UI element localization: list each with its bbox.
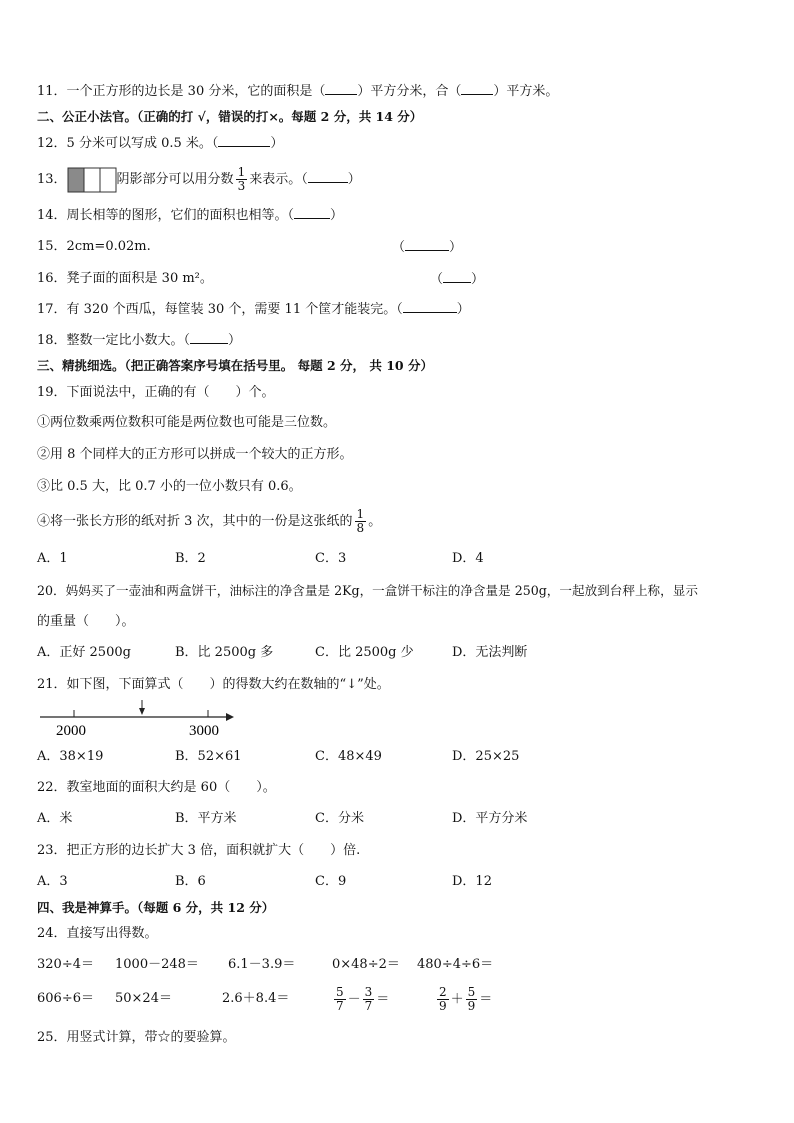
q16-paren-close: ） (471, 272, 485, 287)
number-line-arrowhead (226, 713, 234, 721)
q13-end: ） (347, 172, 361, 187)
q15-answer-parens (392, 238, 462, 257)
q11-text-c: ）平方米。 (493, 84, 559, 99)
question-17 (37, 300, 470, 319)
q17-end: ） (456, 302, 470, 317)
q24-f1-op: － (347, 992, 361, 1007)
question-24-stem: 24．直接写出得数。 (37, 926, 158, 941)
q20-option-b[interactable]: B．比 2500g 多 (175, 645, 274, 660)
q24-f2-frac-b (466, 986, 478, 1013)
q15-paren-close: ） (449, 240, 463, 255)
axis-label-2000: 2000 (56, 723, 86, 739)
q22-option-c[interactable]: C．分米 (315, 811, 364, 826)
q13-after: 来表示。（ (249, 172, 308, 187)
section-2-heading: 二、公正小法官。（正确的打 √，错误的打×。每题 2 分，共 14 分） (37, 109, 423, 124)
q22-option-a[interactable]: A．米 (37, 811, 73, 826)
question-19-stem: 19．下面说法中，正确的有（ ）个。 (37, 385, 275, 400)
q18-end: ） (228, 333, 242, 348)
q23-option-a[interactable]: A．3 (37, 874, 68, 889)
q19-s4-frac-den: 8 (356, 521, 365, 535)
q17-text: 17．有 320 个西瓜，每筐装 30 个，需要 11 个筐才能装完。（ (37, 302, 403, 317)
question-11 (37, 82, 558, 101)
q24-f1-eq: ＝ (376, 992, 390, 1007)
q24-f2-eq: ＝ (479, 992, 493, 1007)
q11-blank-2[interactable] (461, 82, 493, 95)
q16-blank[interactable] (443, 270, 471, 283)
q23-option-c[interactable]: C．9 (315, 874, 347, 889)
q24-f2-frac-a (437, 986, 449, 1013)
q19-s4-text: ④将一张长方形的纸对折 3 次，其中的一份是这张纸的 (37, 514, 353, 529)
q18-text: 18．整数一定比小数大。（ (37, 333, 191, 348)
section-4-heading: 四、我是神算手。（每题 6 分，共 12 分） (37, 900, 275, 915)
q24-f2-op: ＋ (450, 992, 464, 1007)
q20-option-c[interactable]: C．比 2500g 少 (315, 645, 414, 660)
q13-frac-num: 1 (237, 165, 246, 179)
q24-f1-n2: 3 (364, 985, 373, 999)
q24-fraction-expr-2 (435, 980, 492, 1020)
q18-blank[interactable] (190, 331, 228, 344)
q24-calc-3: 6.1－3.9＝ (228, 957, 296, 972)
q17-blank[interactable] (403, 300, 457, 313)
q23-option-d[interactable]: D．12 (452, 874, 492, 889)
q24-f1-n1: 5 (336, 985, 344, 999)
q23-option-b[interactable]: B．6 (175, 874, 206, 889)
q24-fraction-expr-1 (332, 980, 389, 1020)
q24-calc-6: 606÷6＝ (37, 991, 94, 1006)
q15-blank[interactable] (405, 238, 449, 251)
q24-calc-1: 320÷4＝ (37, 957, 94, 972)
question-25: 25．用竖式计算，带☆的要验算。 (37, 1030, 236, 1045)
q16-paren-open: （ (430, 272, 444, 287)
question-15 (37, 238, 151, 256)
number-line (36, 700, 236, 740)
question-21-stem: 21．如下图，下面算式（ ）的得数大约在数轴的“↓”处。 (37, 677, 390, 692)
question-13 (37, 164, 361, 196)
q13-text: 阴影部分可以用分数 (116, 172, 234, 187)
question-12 (37, 134, 283, 153)
q21-option-c[interactable]: C．48×49 (315, 749, 382, 764)
q13-blank[interactable] (308, 170, 348, 183)
q16-answer-parens (430, 270, 484, 289)
question-23-stem: 23．把正方形的边长扩大 3 倍，面积就扩大（ ）倍. (37, 843, 361, 858)
q22-option-d[interactable]: D．平方分米 (452, 811, 528, 826)
q24-f2-n1: 2 (439, 985, 447, 999)
q24-calc-8: 2.6＋8.4＝ (222, 991, 290, 1006)
q13-num: 13． (37, 172, 67, 187)
q11-text-a: 11．一个正方形的边长是 30 分米，它的面积是（ (37, 84, 326, 99)
q22-option-b[interactable]: B．平方米 (175, 811, 237, 826)
q24-f2-d1: 9 (439, 999, 447, 1013)
axis-label-3000: 3000 (189, 723, 219, 739)
q19-option-a[interactable]: A．1 (37, 551, 68, 566)
q19-s4-frac-num: 1 (356, 507, 365, 521)
q20-option-a[interactable]: A．正好 2500g (37, 645, 131, 660)
q24-calc-2: 1000－248＝ (115, 957, 199, 972)
q19-statement-2: ②用 8 个同样大的正方形可以拼成一个较大的正方形。 (37, 447, 353, 462)
q15-text: 15．2cm=0.02m. (37, 239, 151, 254)
q12-text: 12．5 分米可以写成 0.5 米。（ (37, 136, 219, 151)
q15-paren-open: （ (392, 240, 406, 255)
q21-option-a[interactable]: A．38×19 (37, 749, 104, 764)
q21-option-b[interactable]: B．52×61 (175, 749, 242, 764)
q19-s4-fraction (355, 508, 367, 535)
q19-option-d[interactable]: D．4 (452, 551, 484, 566)
q19-option-c[interactable]: C．3 (315, 551, 347, 566)
q19-option-b[interactable]: B．2 (175, 551, 206, 566)
q20-option-d[interactable]: D．无法判断 (452, 645, 528, 660)
q12-blank[interactable] (218, 134, 270, 147)
q19-statement-1: ①两位数乘两位数积可能是两位数也可能是三位数。 (37, 415, 337, 430)
q11-blank-1[interactable] (325, 82, 357, 95)
q24-f1-frac-b (363, 986, 375, 1013)
down-arrow-head (139, 708, 145, 715)
q14-text: 14．周长相等的图形，它们的面积也相等。（ (37, 208, 295, 223)
q24-f1-d2: 7 (364, 999, 373, 1013)
section-3-heading: 三、精挑细选。（把正确答案序号填在括号里。 每题 2 分， 共 10 分） (37, 358, 433, 373)
question-20-line-2: 的重量（ ）。 (37, 614, 135, 629)
question-20-line-1: 20．妈妈买了一壶油和两盒饼干，油标注的净含量是 2Kg，一盒饼干标注的净含量是 250g，一起放到台秤上称，显示 (37, 583, 698, 598)
question-14 (37, 206, 343, 225)
shaded-rectangle-figure (67, 167, 117, 193)
q16-text: 16．凳子面的面积是 30 m²。 (37, 271, 213, 286)
q24-f2-d2: 9 (467, 999, 476, 1013)
q24-calc-4: 0×48÷2＝ (332, 957, 400, 972)
q21-option-d[interactable]: D．25×25 (452, 749, 520, 764)
q24-f1-frac-a (334, 986, 346, 1013)
q13-frac-den: 3 (237, 179, 246, 193)
q19-s4-end: 。 (368, 514, 382, 529)
q11-text-b: ）平方分米，合（ (357, 84, 462, 99)
question-16 (37, 270, 213, 288)
question-18 (37, 331, 241, 350)
q24-f1-d1: 7 (336, 999, 344, 1013)
q14-end: ） (330, 208, 344, 223)
q12-end: ） (270, 136, 284, 151)
q24-f2-n2: 5 (467, 985, 476, 999)
q13-fraction (236, 166, 248, 193)
q19-statement-3: ③比 0.5 大，比 0.7 小的一位小数只有 0.6。 (37, 479, 302, 494)
q24-calc-5: 480÷4÷6＝ (417, 957, 494, 972)
q24-calc-7: 50×24＝ (115, 991, 172, 1006)
q14-blank[interactable] (294, 206, 330, 219)
question-22-stem: 22．教室地面的面积大约是 60（ ）。 (37, 780, 276, 795)
q19-statement-4 (37, 506, 381, 538)
